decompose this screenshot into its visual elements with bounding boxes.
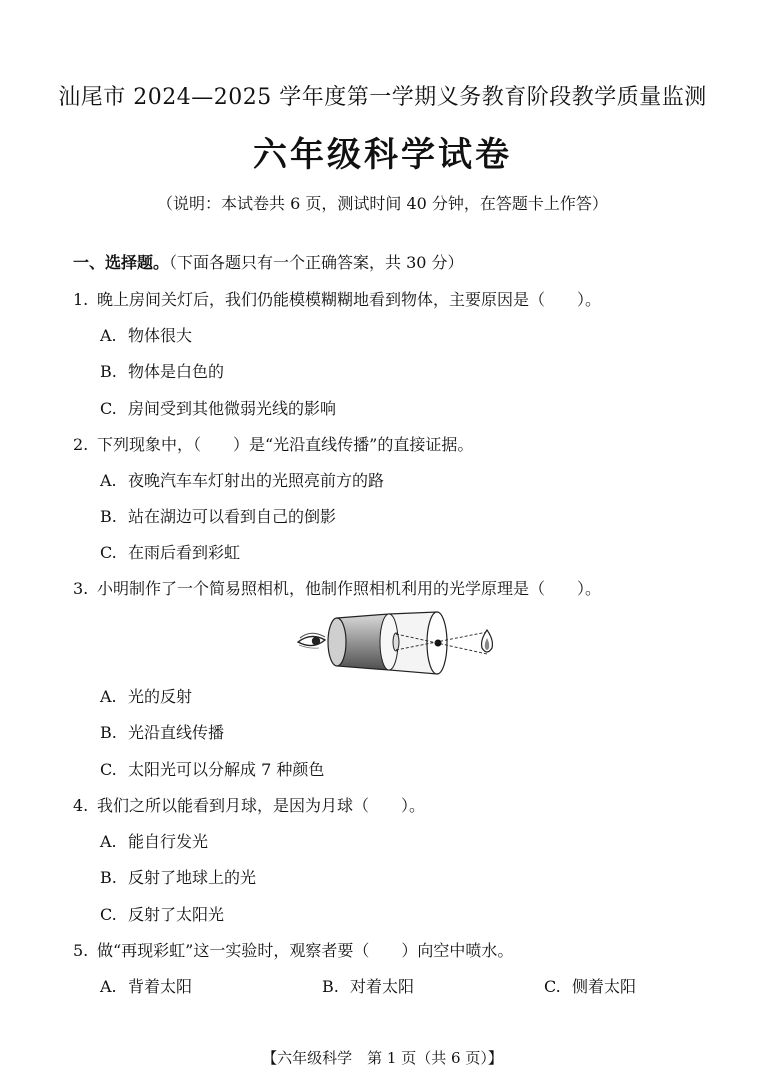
- option-label: B.: [322, 977, 339, 996]
- question-5-option-a: [100, 974, 192, 997]
- option-label: A.: [100, 471, 117, 490]
- question-2-option-c: [100, 540, 240, 563]
- question-number: 5.: [73, 941, 89, 960]
- question-number: 2.: [73, 435, 89, 454]
- option-label: C.: [100, 399, 117, 418]
- section-heading: [73, 250, 464, 273]
- option-text: 站在湖边可以看到自己的倒影: [128, 507, 337, 526]
- question-1-option-c: [100, 396, 336, 419]
- option-label: B.: [100, 723, 117, 742]
- question-2-option-b: [100, 504, 336, 527]
- pinhole-camera-figure: [295, 608, 505, 676]
- option-text: 背着太阳: [128, 977, 193, 996]
- question-3-option-a: [100, 684, 192, 707]
- option-text: 夜晚汽车车灯射出的光照亮前方的路: [128, 471, 385, 490]
- question-3: [73, 576, 601, 599]
- question-text: 晚上房间关灯后，我们仍能模模糊糊地看到物体，主要原因是（ ）。: [97, 290, 602, 309]
- option-label: C.: [100, 543, 117, 562]
- option-text: 对着太阳: [350, 977, 415, 996]
- option-text: 反射了太阳光: [128, 905, 225, 924]
- question-2-option-a: [100, 468, 384, 491]
- option-label: C.: [100, 905, 117, 924]
- option-text: 光沿直线传播: [128, 723, 225, 742]
- camera-tube: [328, 612, 447, 674]
- question-1-option-a: [100, 323, 192, 346]
- option-text: 房间受到其他微弱光线的影响: [128, 399, 337, 418]
- question-2: [73, 432, 473, 455]
- option-label: B.: [100, 362, 117, 381]
- eye-icon: [298, 633, 325, 648]
- option-text: 太阳光可以分解成 7 种颜色: [128, 760, 325, 779]
- option-label: B.: [100, 507, 117, 526]
- section-label: 一、选择题。: [73, 253, 170, 272]
- option-label: A.: [100, 687, 117, 706]
- question-1: [73, 287, 601, 310]
- candle-flame-icon: [482, 630, 493, 652]
- question-5-option-c: [544, 974, 636, 997]
- question-number: 1.: [73, 290, 89, 309]
- question-3-option-b: [100, 720, 224, 743]
- exam-title: 六年级科学试卷: [253, 135, 512, 175]
- question-text: 下列现象中，（ ）是“光沿直线传播”的直接证据。: [97, 435, 474, 454]
- option-text: 在雨后看到彩虹: [128, 543, 241, 562]
- option-label: C.: [100, 760, 117, 779]
- question-text: 我们之所以能看到月球，是因为月球（ ）。: [97, 796, 426, 815]
- question-1-option-b: [100, 359, 224, 382]
- option-text: 物体很大: [128, 326, 193, 345]
- exam-header: 汕尾市 2024—2025 学年度第一学期义务教育阶段教学质量监测: [58, 85, 707, 110]
- option-label: B.: [100, 868, 117, 887]
- option-text: 光的反射: [128, 687, 193, 706]
- option-text: 物体是白色的: [128, 362, 225, 381]
- question-number: 4.: [73, 796, 89, 815]
- page-footer: 【六年级科学 第 1 页（共 6 页）】: [262, 1049, 503, 1067]
- option-label: A.: [100, 977, 117, 996]
- exam-note: （说明：本试卷共 6 页，测试时间 40 分钟，在答题卡上作答）: [157, 194, 608, 213]
- question-number: 3.: [73, 579, 89, 598]
- question-4-option-c: [100, 902, 224, 925]
- question-4-option-a: [100, 829, 208, 852]
- section-instruction: （下面各题只有一个正确答案，共 30 分）: [169, 253, 464, 272]
- option-label: C.: [544, 977, 561, 996]
- option-text: 侧着太阳: [572, 977, 637, 996]
- question-text: 小明制作了一个简易照相机，他制作照相机利用的光学原理是（ ）。: [97, 579, 602, 598]
- option-label: A.: [100, 326, 117, 345]
- question-5-option-b: [322, 974, 414, 997]
- option-label: A.: [100, 832, 117, 851]
- option-text: 能自行发光: [128, 832, 209, 851]
- question-4: [73, 793, 425, 816]
- question-4-option-b: [100, 865, 256, 888]
- question-5: [73, 938, 513, 961]
- option-text: 反射了地球上的光: [128, 868, 257, 887]
- question-3-option-c: [100, 757, 324, 780]
- question-text: 做“再现彩虹”这一实验时，观察者要（ ）向空中喷水。: [97, 941, 514, 960]
